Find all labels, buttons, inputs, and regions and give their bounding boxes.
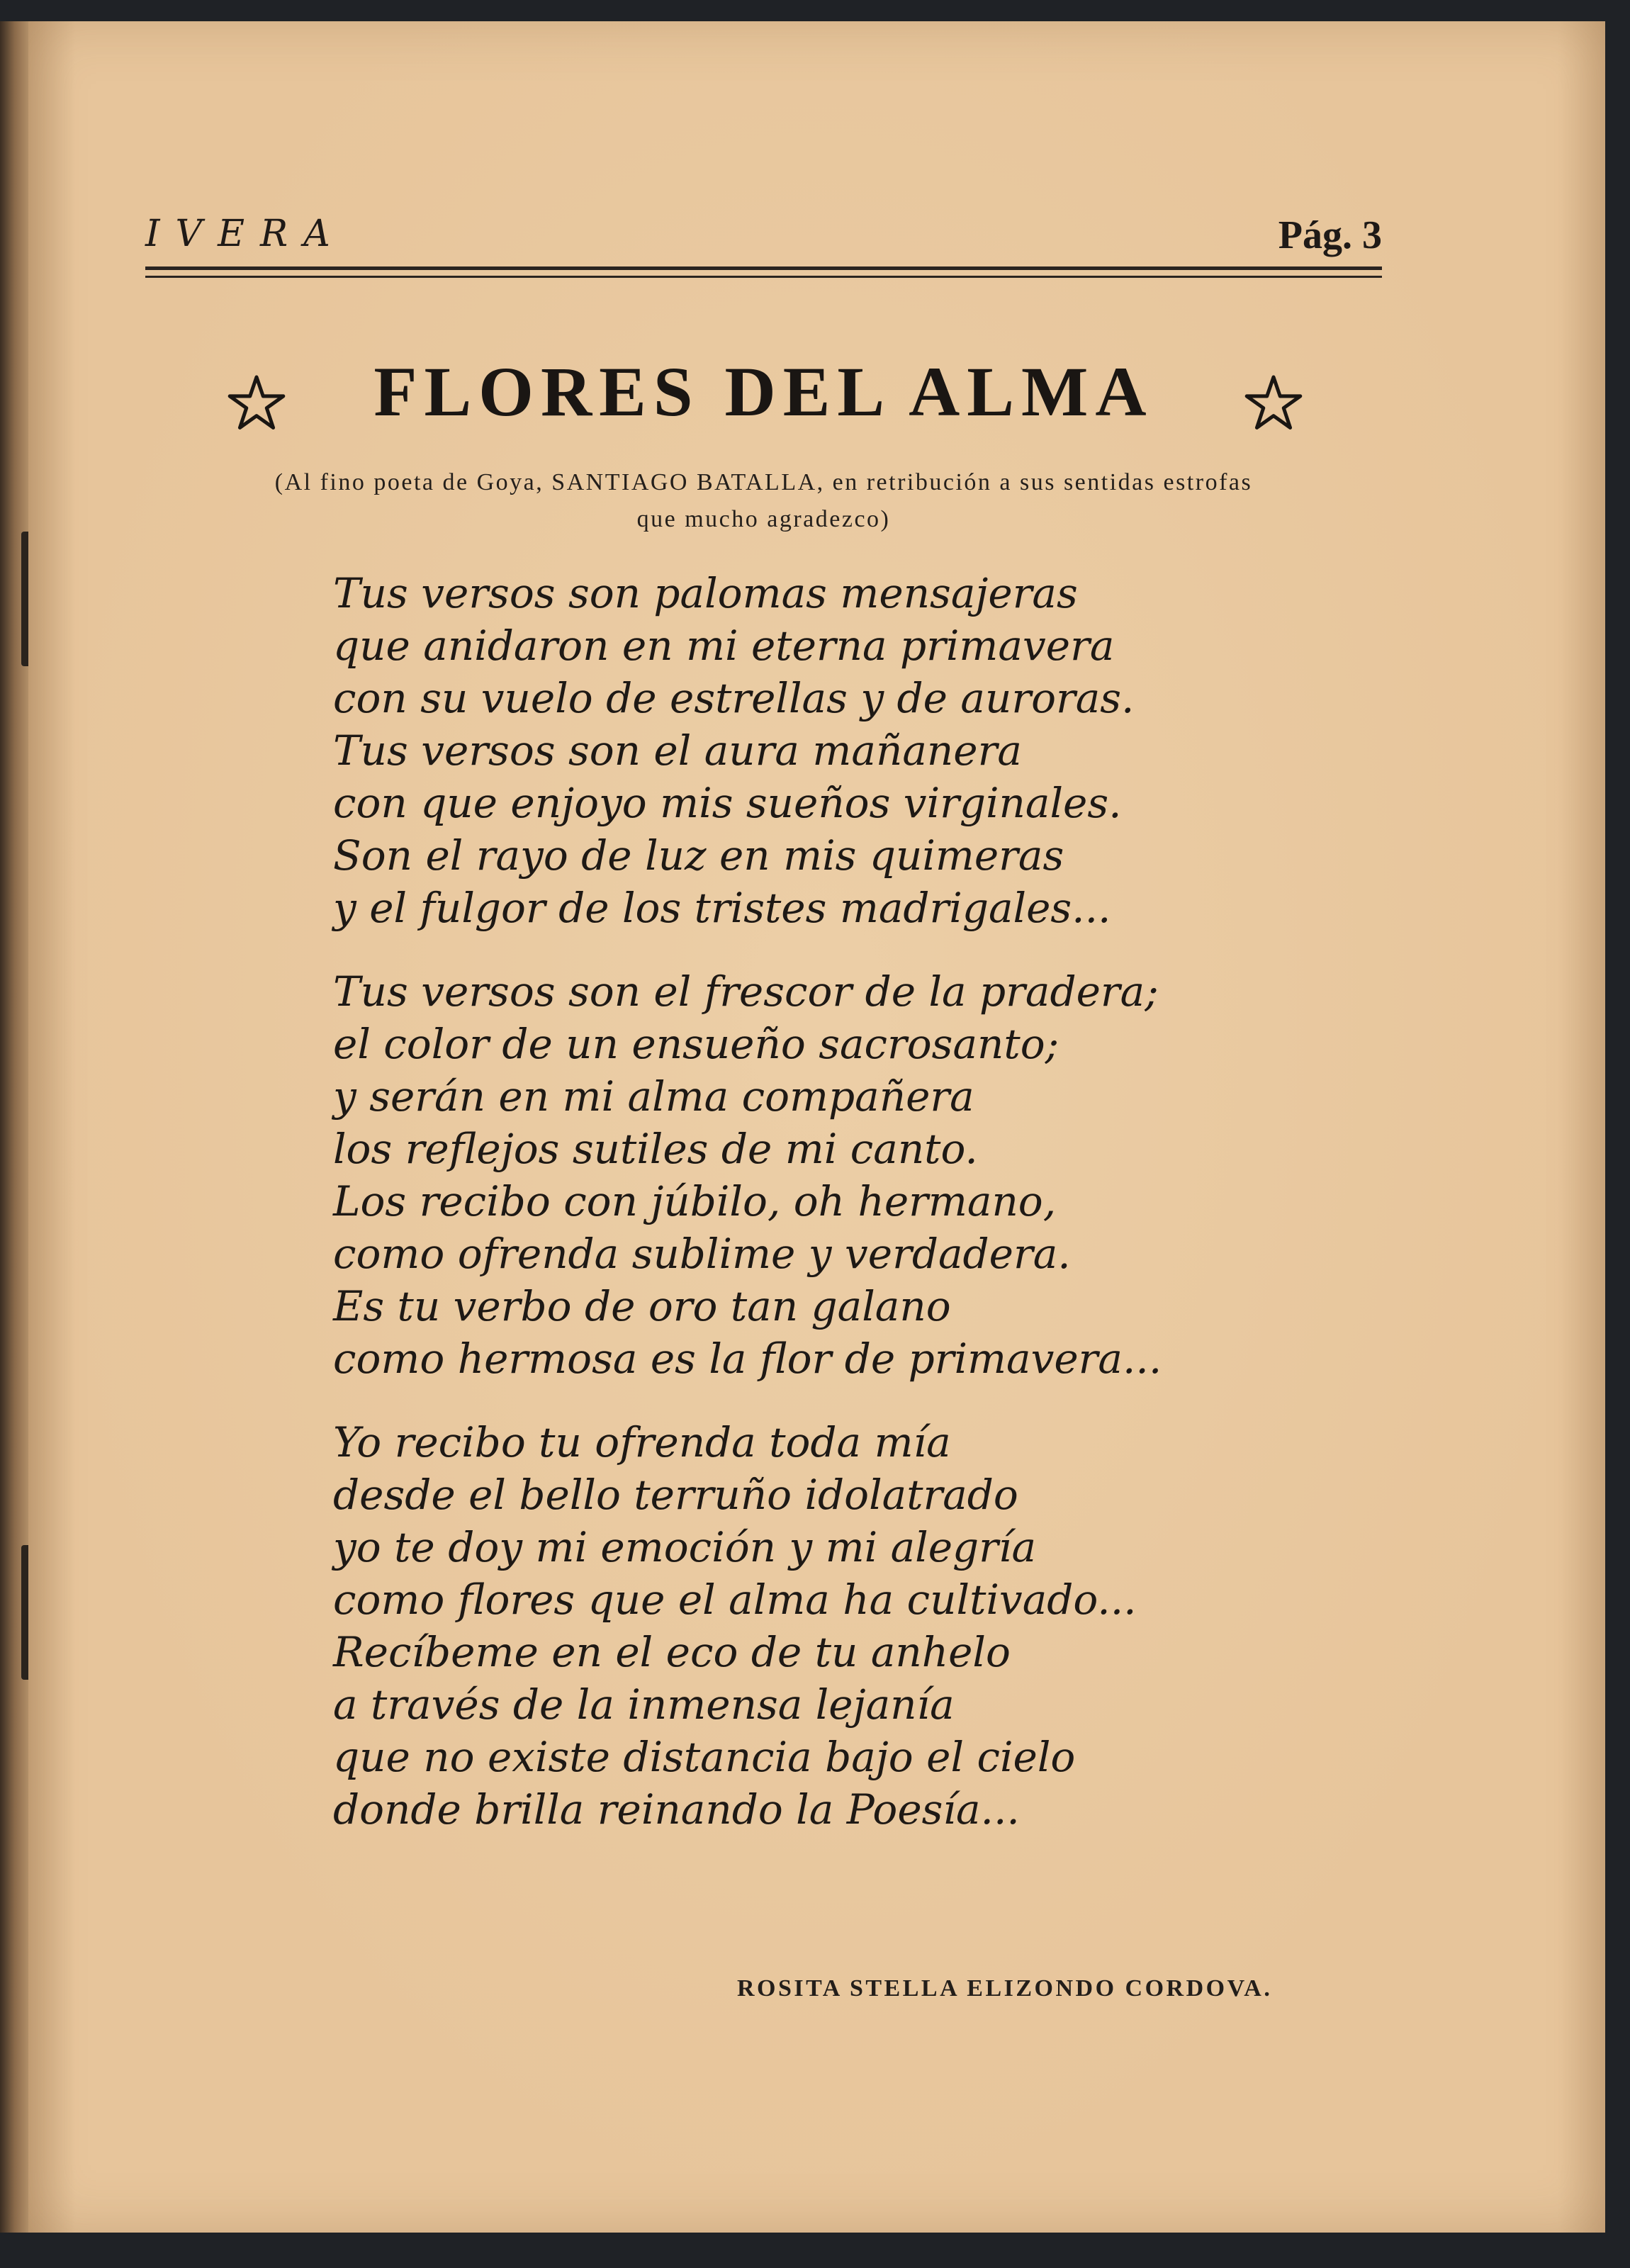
- verse-line: con que enjoyo mis sueños virginales.: [333, 779, 1122, 827]
- page-header: [145, 206, 1382, 262]
- verse-line: y el fulgor de los tristes madrigales...: [333, 884, 1111, 932]
- verse-line: Tus versos son el aura mañanera: [333, 726, 1022, 775]
- stanza-1: [333, 567, 1396, 934]
- header-rule: [145, 276, 1382, 278]
- verse-line: Los recibo con júbilo, oh hermano,: [333, 1177, 1057, 1225]
- verse-line: que no existe distancia bajo el cielo: [333, 1733, 1076, 1781]
- page-number: Pág. 3: [1278, 213, 1382, 257]
- dedication: [145, 464, 1382, 538]
- verse-line: con su vuelo de estrellas y de auroras.: [333, 674, 1135, 722]
- verse-line: Es tu verbo de oro tan galano: [333, 1282, 951, 1330]
- verse-line: yo te doy mi emoción y mi alegría: [333, 1523, 1037, 1571]
- stanza-2: [333, 965, 1396, 1385]
- verse-line: desde el bello terruño idolatrado: [333, 1471, 1018, 1519]
- verse-line: Son el rayo de luz en mis quimeras: [333, 831, 1064, 880]
- verse-line: donde brilla reinando la Poesía...: [333, 1785, 1020, 1834]
- verse-line: el color de un ensueño sacrosanto;: [333, 1020, 1060, 1068]
- star-icon: [227, 374, 286, 433]
- verse-line: Recíbeme en el eco de tu anhelo: [333, 1628, 1011, 1676]
- verse-line: y serán en mi alma compañera: [333, 1072, 974, 1121]
- verse-line: que anidaron en mi eterna primavera: [333, 622, 1115, 670]
- verse-line: como hermosa es la flor de primavera...: [333, 1335, 1162, 1383]
- verse-line: a través de la inmensa lejanía: [333, 1680, 955, 1729]
- verse-line: Tus versos son el frescor de la pradera;: [333, 967, 1159, 1016]
- verse-line: Tus versos son palomas mensajeras: [333, 569, 1078, 617]
- star-icon: [1244, 374, 1303, 433]
- title-row: [145, 351, 1382, 429]
- dedication-line: que mucho agradezco): [636, 506, 891, 532]
- poem-body: [333, 567, 1396, 1867]
- stanza-3: [333, 1416, 1396, 1836]
- header-rule: [145, 266, 1382, 270]
- verse-line: como flores que el alma ha cultivado...: [333, 1576, 1137, 1624]
- magazine-name: IVERA: [145, 213, 346, 255]
- author-signature: ROSITA STELLA ELIZONDO CORDOVA.: [737, 1975, 1273, 2002]
- verse-line: como ofrenda sublime y verdadera.: [333, 1230, 1071, 1278]
- verse-line: los reflejos sutiles de mi canto.: [333, 1125, 978, 1173]
- dedication-line: (Al fino poeta de Goya, SANTIAGO BATALLA, en retribución a sus sentidas estrofas: [274, 469, 1253, 495]
- poem-title: FLORES DEL ALMA: [373, 352, 1154, 431]
- verse-line: Yo recibo tu ofrenda toda mía: [333, 1418, 951, 1466]
